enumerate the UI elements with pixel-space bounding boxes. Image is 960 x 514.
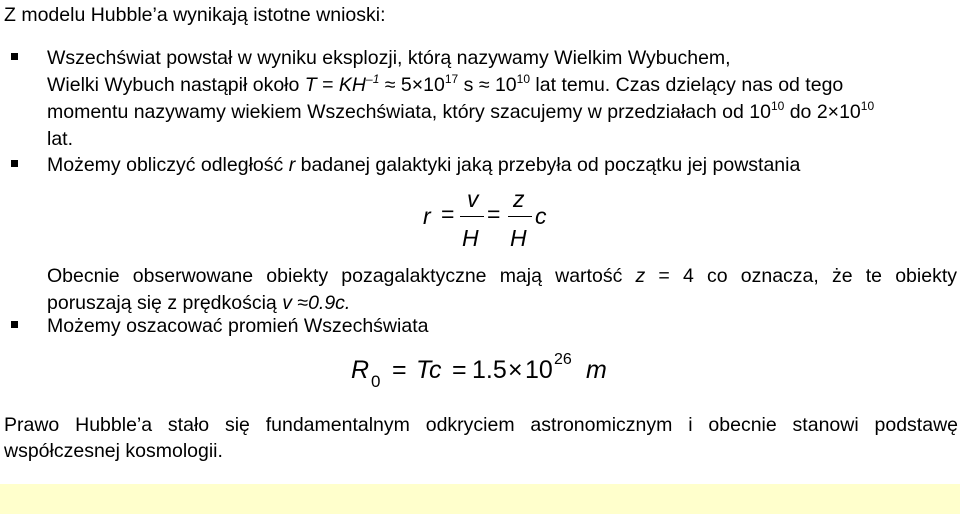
formula-m: m [586,356,607,384]
text-segment: = [316,74,339,96]
text-segment: Możemy obliczyć odległość [47,154,289,176]
text-segment: momentu nazywamy wiekiem Wszechświata, który szacujemy w przedziałach od 10 [47,101,771,123]
times-symbol: × [411,74,424,96]
bullet1-line3 [47,100,874,124]
text-segment: lat temu. Czas dzielący nas od tego [530,74,844,96]
formula-H: H [462,225,479,251]
formula-z: z [513,186,525,212]
formula-v: v [467,186,479,212]
formula-subscript: 0 [371,372,381,391]
justified-line: Prawo Hubble’a stało się fundamentalnym odkryciem astronomicznym i obecnie stanowi podstawę [4,414,958,436]
symbol-r: r [288,154,296,176]
formula-equals: = [452,356,467,384]
approx-symbol: ≈ [384,74,396,96]
justified-line: Obecnie obserwowane obiekty pozagalaktyczne mają wartość z = 4 co oznacza, że te obiekty [47,265,957,287]
formula-exponent: 26 [554,351,572,368]
formula-times: × [508,356,523,384]
number: 10 [423,74,445,96]
formula-equals: = [441,201,455,227]
bullet1-line2 [47,73,843,97]
text-segment: badanej galaktyki jaką przebyła od początku jej powstania [295,154,801,176]
text-segment: poruszają się z prędkością [47,292,283,314]
formula-number: 1.5 [472,356,507,384]
formula-c: c [535,203,547,229]
unit: s [458,74,479,96]
formula-H: H [510,225,527,251]
bullet-marker [11,160,18,167]
exponent: –1 [366,72,380,86]
bullet1-line4: lat. [47,128,74,150]
text-segment: do 2 [784,101,828,123]
formula-equals: = [487,201,501,227]
exponent: 10 [860,99,875,113]
formula-ten: 10 [525,356,553,384]
para-line1 [47,264,957,288]
number: 5 [400,74,412,96]
exponent: 10 [770,99,785,113]
formula-r: r [423,203,431,229]
text-segment: Wielki Wybuch nastąpił około [47,74,305,96]
bullet2-text [47,153,800,177]
footer-band [0,484,960,514]
conclusion-line1 [4,413,958,437]
value-text: 0.9c. [308,292,351,314]
bullet-marker [11,53,18,60]
fraction-bar [508,216,532,217]
symbol-T: T [304,74,317,96]
formula-R: R [351,356,370,384]
exponent: 10 [516,72,531,86]
formula-equals: = [392,356,407,384]
bullet1-line1: Wszechświat powstał w wyniku eksplozji, którą nazywamy Wielkim Wybuchem, [47,47,731,69]
times-symbol: × [827,101,840,123]
number: 10 [494,74,517,96]
formula-Tc: Tc [416,356,442,384]
exponent: 17 [444,72,459,86]
para-line2 [47,291,350,315]
number: 10 [839,101,861,123]
slide-heading: Z modelu Hubble’a wynikają istotne wnioski: [4,4,386,26]
symbol-v: v [282,292,292,314]
bullet-marker [11,321,18,328]
fraction-bar [460,216,484,217]
approx-symbol: ≈ [297,292,309,314]
symbol-KH: KH [338,74,367,96]
conclusion-line2: współczesnej kosmologii. [4,440,223,462]
approx-symbol: ≈ [478,74,490,96]
bullet3-text: Możemy oszacować promień Wszechświata [47,315,429,337]
